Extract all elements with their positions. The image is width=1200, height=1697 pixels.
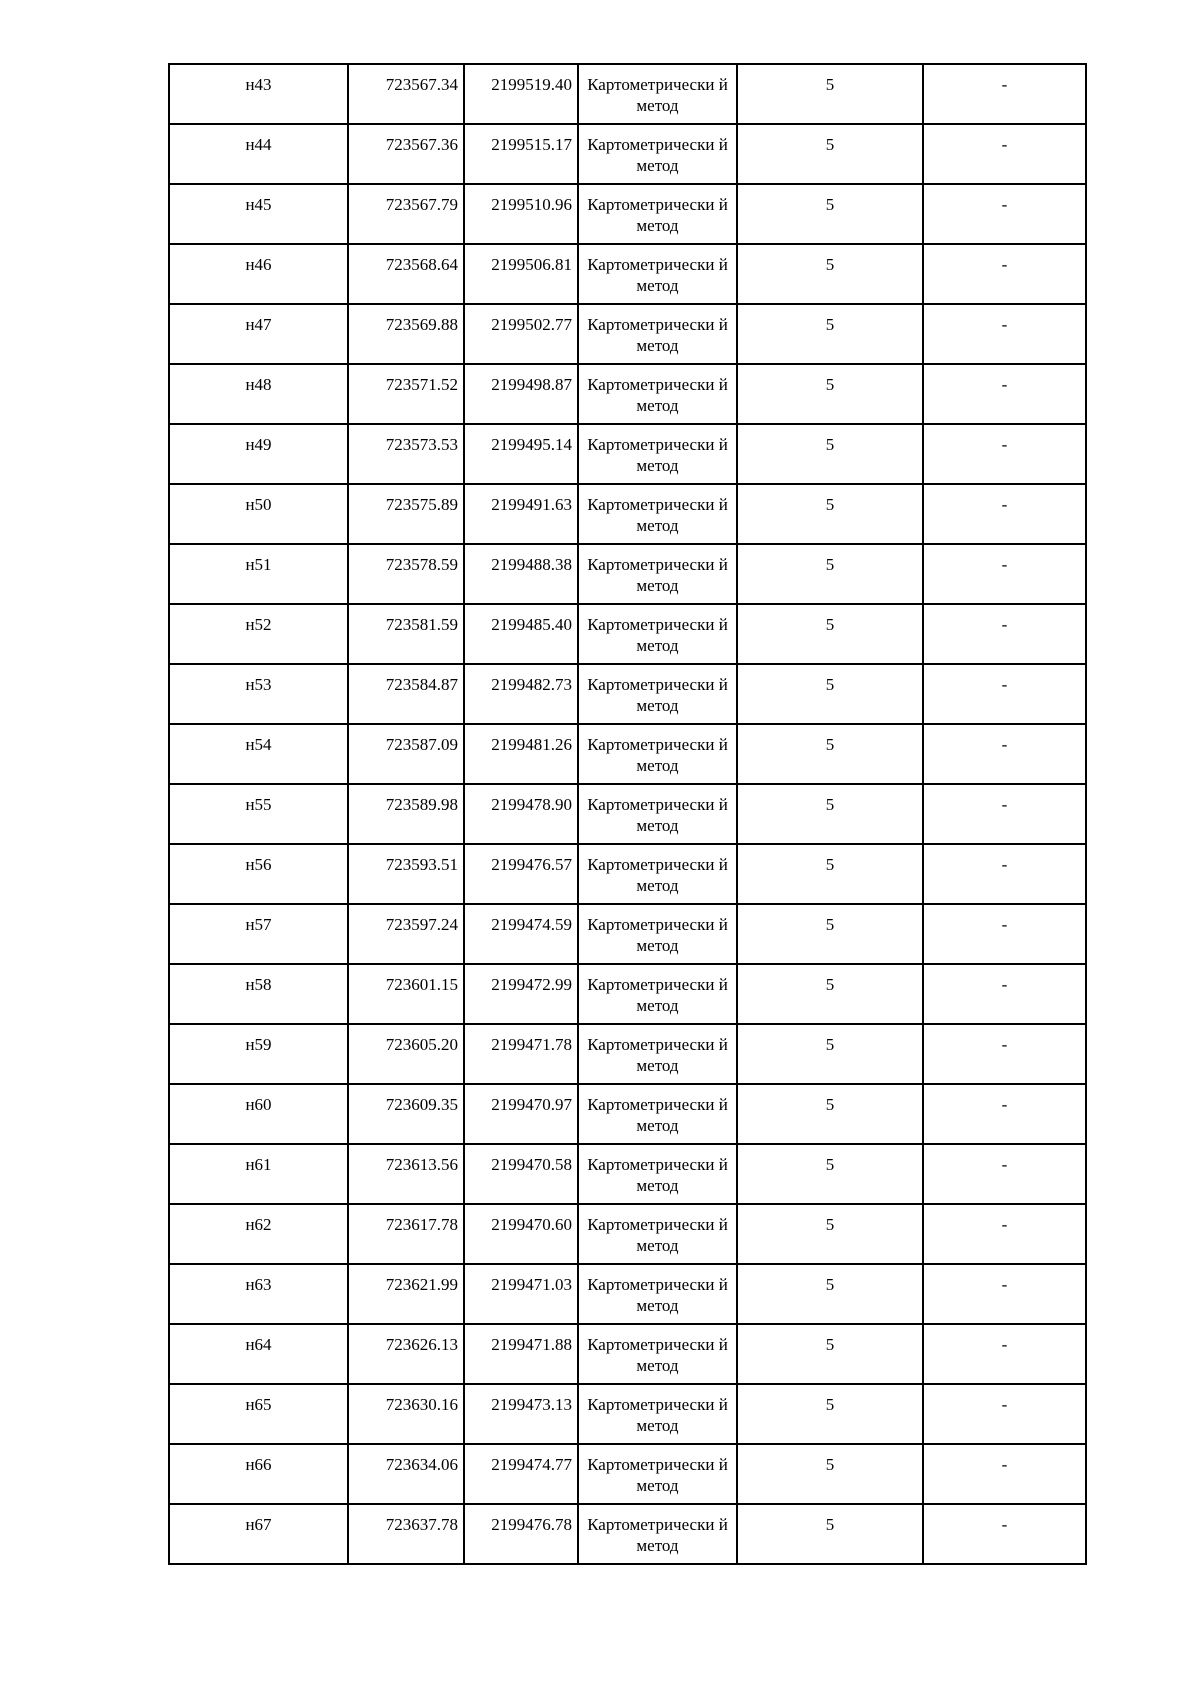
point-name-cell: н54 xyxy=(169,724,348,784)
point-name-cell: н46 xyxy=(169,244,348,304)
x-coordinate-cell: 723569.88 xyxy=(348,304,464,364)
table-row xyxy=(169,1384,1086,1444)
y-coordinate-cell: 2199470.60 xyxy=(464,1204,578,1264)
point-name-cell: н56 xyxy=(169,844,348,904)
point-name-cell: н59 xyxy=(169,1024,348,1084)
description-cell: - xyxy=(923,184,1086,244)
point-name-cell: н64 xyxy=(169,1324,348,1384)
method-cell: Картометрически й метод xyxy=(578,484,737,544)
table-row xyxy=(169,1444,1086,1504)
description-cell: - xyxy=(923,904,1086,964)
table-row xyxy=(169,544,1086,604)
x-coordinate-cell: 723568.64 xyxy=(348,244,464,304)
point-name-cell: н48 xyxy=(169,364,348,424)
y-coordinate-cell: 2199478.90 xyxy=(464,784,578,844)
description-cell: - xyxy=(923,1504,1086,1564)
description-cell: - xyxy=(923,844,1086,904)
point-name-cell: н49 xyxy=(169,424,348,484)
point-name-cell: н43 xyxy=(169,64,348,124)
accuracy-cell: 5 xyxy=(737,844,923,904)
table-row xyxy=(169,1024,1086,1084)
description-cell: - xyxy=(923,484,1086,544)
description-cell: - xyxy=(923,544,1086,604)
description-cell: - xyxy=(923,1144,1086,1204)
table-row xyxy=(169,604,1086,664)
table-row xyxy=(169,124,1086,184)
point-name-cell: н51 xyxy=(169,544,348,604)
x-coordinate-cell: 723578.59 xyxy=(348,544,464,604)
accuracy-cell: 5 xyxy=(737,784,923,844)
accuracy-cell: 5 xyxy=(737,604,923,664)
table-row xyxy=(169,1324,1086,1384)
method-cell: Картометрически й метод xyxy=(578,544,737,604)
method-cell: Картометрически й метод xyxy=(578,904,737,964)
y-coordinate-cell: 2199471.78 xyxy=(464,1024,578,1084)
x-coordinate-cell: 723637.78 xyxy=(348,1504,464,1564)
y-coordinate-cell: 2199519.40 xyxy=(464,64,578,124)
point-name-cell: н66 xyxy=(169,1444,348,1504)
accuracy-cell: 5 xyxy=(737,724,923,784)
x-coordinate-cell: 723584.87 xyxy=(348,664,464,724)
accuracy-cell: 5 xyxy=(737,1204,923,1264)
x-coordinate-cell: 723634.06 xyxy=(348,1444,464,1504)
y-coordinate-cell: 2199485.40 xyxy=(464,604,578,664)
accuracy-cell: 5 xyxy=(737,1084,923,1144)
method-cell: Картометрически й метод xyxy=(578,1504,737,1564)
y-coordinate-cell: 2199498.87 xyxy=(464,364,578,424)
table-row xyxy=(169,904,1086,964)
method-cell: Картометрически й метод xyxy=(578,1264,737,1324)
description-cell: - xyxy=(923,664,1086,724)
table-row xyxy=(169,1084,1086,1144)
accuracy-cell: 5 xyxy=(737,1504,923,1564)
table-row xyxy=(169,1504,1086,1564)
x-coordinate-cell: 723609.35 xyxy=(348,1084,464,1144)
method-cell: Картометрически й метод xyxy=(578,604,737,664)
method-cell: Картометрически й метод xyxy=(578,664,737,724)
table-row xyxy=(169,964,1086,1024)
method-cell: Картометрически й метод xyxy=(578,1384,737,1444)
accuracy-cell: 5 xyxy=(737,1024,923,1084)
method-cell: Картометрически й метод xyxy=(578,424,737,484)
method-cell: Картометрически й метод xyxy=(578,1144,737,1204)
point-name-cell: н50 xyxy=(169,484,348,544)
table-body xyxy=(169,64,1086,1564)
description-cell: - xyxy=(923,1264,1086,1324)
coordinates-table xyxy=(168,63,1087,1565)
table-row xyxy=(169,244,1086,304)
accuracy-cell: 5 xyxy=(737,424,923,484)
y-coordinate-cell: 2199472.99 xyxy=(464,964,578,1024)
table-row xyxy=(169,1264,1086,1324)
x-coordinate-cell: 723567.36 xyxy=(348,124,464,184)
table-row xyxy=(169,1204,1086,1264)
y-coordinate-cell: 2199471.88 xyxy=(464,1324,578,1384)
accuracy-cell: 5 xyxy=(737,664,923,724)
description-cell: - xyxy=(923,604,1086,664)
accuracy-cell: 5 xyxy=(737,64,923,124)
description-cell: - xyxy=(923,1204,1086,1264)
description-cell: - xyxy=(923,64,1086,124)
y-coordinate-cell: 2199481.26 xyxy=(464,724,578,784)
table-row xyxy=(169,424,1086,484)
description-cell: - xyxy=(923,244,1086,304)
table-row xyxy=(169,364,1086,424)
method-cell: Картометрически й метод xyxy=(578,964,737,1024)
table-row xyxy=(169,784,1086,844)
x-coordinate-cell: 723617.78 xyxy=(348,1204,464,1264)
y-coordinate-cell: 2199470.58 xyxy=(464,1144,578,1204)
accuracy-cell: 5 xyxy=(737,1444,923,1504)
accuracy-cell: 5 xyxy=(737,364,923,424)
accuracy-cell: 5 xyxy=(737,124,923,184)
description-cell: - xyxy=(923,724,1086,784)
method-cell: Картометрически й метод xyxy=(578,1204,737,1264)
description-cell: - xyxy=(923,1024,1086,1084)
x-coordinate-cell: 723589.98 xyxy=(348,784,464,844)
point-name-cell: н61 xyxy=(169,1144,348,1204)
x-coordinate-cell: 723630.16 xyxy=(348,1384,464,1444)
method-cell: Картометрически й метод xyxy=(578,1444,737,1504)
table-row xyxy=(169,64,1086,124)
table-row xyxy=(169,724,1086,784)
description-cell: - xyxy=(923,1444,1086,1504)
point-name-cell: н57 xyxy=(169,904,348,964)
accuracy-cell: 5 xyxy=(737,1384,923,1444)
y-coordinate-cell: 2199474.59 xyxy=(464,904,578,964)
accuracy-cell: 5 xyxy=(737,544,923,604)
point-name-cell: н63 xyxy=(169,1264,348,1324)
y-coordinate-cell: 2199473.13 xyxy=(464,1384,578,1444)
description-cell: - xyxy=(923,784,1086,844)
accuracy-cell: 5 xyxy=(737,964,923,1024)
x-coordinate-cell: 723605.20 xyxy=(348,1024,464,1084)
point-name-cell: н65 xyxy=(169,1384,348,1444)
point-name-cell: н62 xyxy=(169,1204,348,1264)
y-coordinate-cell: 2199476.78 xyxy=(464,1504,578,1564)
accuracy-cell: 5 xyxy=(737,1144,923,1204)
y-coordinate-cell: 2199488.38 xyxy=(464,544,578,604)
y-coordinate-cell: 2199474.77 xyxy=(464,1444,578,1504)
x-coordinate-cell: 723626.13 xyxy=(348,1324,464,1384)
point-name-cell: н53 xyxy=(169,664,348,724)
table-row xyxy=(169,184,1086,244)
method-cell: Картометрически й метод xyxy=(578,1084,737,1144)
description-cell: - xyxy=(923,124,1086,184)
x-coordinate-cell: 723573.53 xyxy=(348,424,464,484)
point-name-cell: н60 xyxy=(169,1084,348,1144)
x-coordinate-cell: 723567.34 xyxy=(348,64,464,124)
description-cell: - xyxy=(923,424,1086,484)
y-coordinate-cell: 2199491.63 xyxy=(464,484,578,544)
table-row xyxy=(169,1144,1086,1204)
method-cell: Картометрически й метод xyxy=(578,724,737,784)
accuracy-cell: 5 xyxy=(737,1324,923,1384)
x-coordinate-cell: 723613.56 xyxy=(348,1144,464,1204)
method-cell: Картометрически й метод xyxy=(578,244,737,304)
method-cell: Картометрически й метод xyxy=(578,784,737,844)
table-row xyxy=(169,844,1086,904)
method-cell: Картометрически й метод xyxy=(578,64,737,124)
x-coordinate-cell: 723575.89 xyxy=(348,484,464,544)
method-cell: Картометрически й метод xyxy=(578,184,737,244)
y-coordinate-cell: 2199515.17 xyxy=(464,124,578,184)
point-name-cell: н55 xyxy=(169,784,348,844)
method-cell: Картометрически й метод xyxy=(578,124,737,184)
point-name-cell: н52 xyxy=(169,604,348,664)
accuracy-cell: 5 xyxy=(737,184,923,244)
x-coordinate-cell: 723597.24 xyxy=(348,904,464,964)
x-coordinate-cell: 723571.52 xyxy=(348,364,464,424)
accuracy-cell: 5 xyxy=(737,904,923,964)
accuracy-cell: 5 xyxy=(737,484,923,544)
method-cell: Картометрически й метод xyxy=(578,304,737,364)
method-cell: Картометрически й метод xyxy=(578,1324,737,1384)
table-row xyxy=(169,484,1086,544)
description-cell: - xyxy=(923,1324,1086,1384)
y-coordinate-cell: 2199470.97 xyxy=(464,1084,578,1144)
table-row xyxy=(169,304,1086,364)
description-cell: - xyxy=(923,1084,1086,1144)
method-cell: Картометрически й метод xyxy=(578,1024,737,1084)
table-row xyxy=(169,664,1086,724)
point-name-cell: н44 xyxy=(169,124,348,184)
y-coordinate-cell: 2199506.81 xyxy=(464,244,578,304)
description-cell: - xyxy=(923,304,1086,364)
point-name-cell: н58 xyxy=(169,964,348,1024)
point-name-cell: н47 xyxy=(169,304,348,364)
x-coordinate-cell: 723621.99 xyxy=(348,1264,464,1324)
x-coordinate-cell: 723593.51 xyxy=(348,844,464,904)
point-name-cell: н67 xyxy=(169,1504,348,1564)
method-cell: Картометрически й метод xyxy=(578,364,737,424)
x-coordinate-cell: 723567.79 xyxy=(348,184,464,244)
description-cell: - xyxy=(923,364,1086,424)
x-coordinate-cell: 723587.09 xyxy=(348,724,464,784)
y-coordinate-cell: 2199471.03 xyxy=(464,1264,578,1324)
x-coordinate-cell: 723601.15 xyxy=(348,964,464,1024)
accuracy-cell: 5 xyxy=(737,1264,923,1324)
accuracy-cell: 5 xyxy=(737,304,923,364)
y-coordinate-cell: 2199502.77 xyxy=(464,304,578,364)
y-coordinate-cell: 2199510.96 xyxy=(464,184,578,244)
description-cell: - xyxy=(923,964,1086,1024)
description-cell: - xyxy=(923,1384,1086,1444)
y-coordinate-cell: 2199495.14 xyxy=(464,424,578,484)
y-coordinate-cell: 2199476.57 xyxy=(464,844,578,904)
x-coordinate-cell: 723581.59 xyxy=(348,604,464,664)
y-coordinate-cell: 2199482.73 xyxy=(464,664,578,724)
method-cell: Картометрически й метод xyxy=(578,844,737,904)
point-name-cell: н45 xyxy=(169,184,348,244)
accuracy-cell: 5 xyxy=(737,244,923,304)
